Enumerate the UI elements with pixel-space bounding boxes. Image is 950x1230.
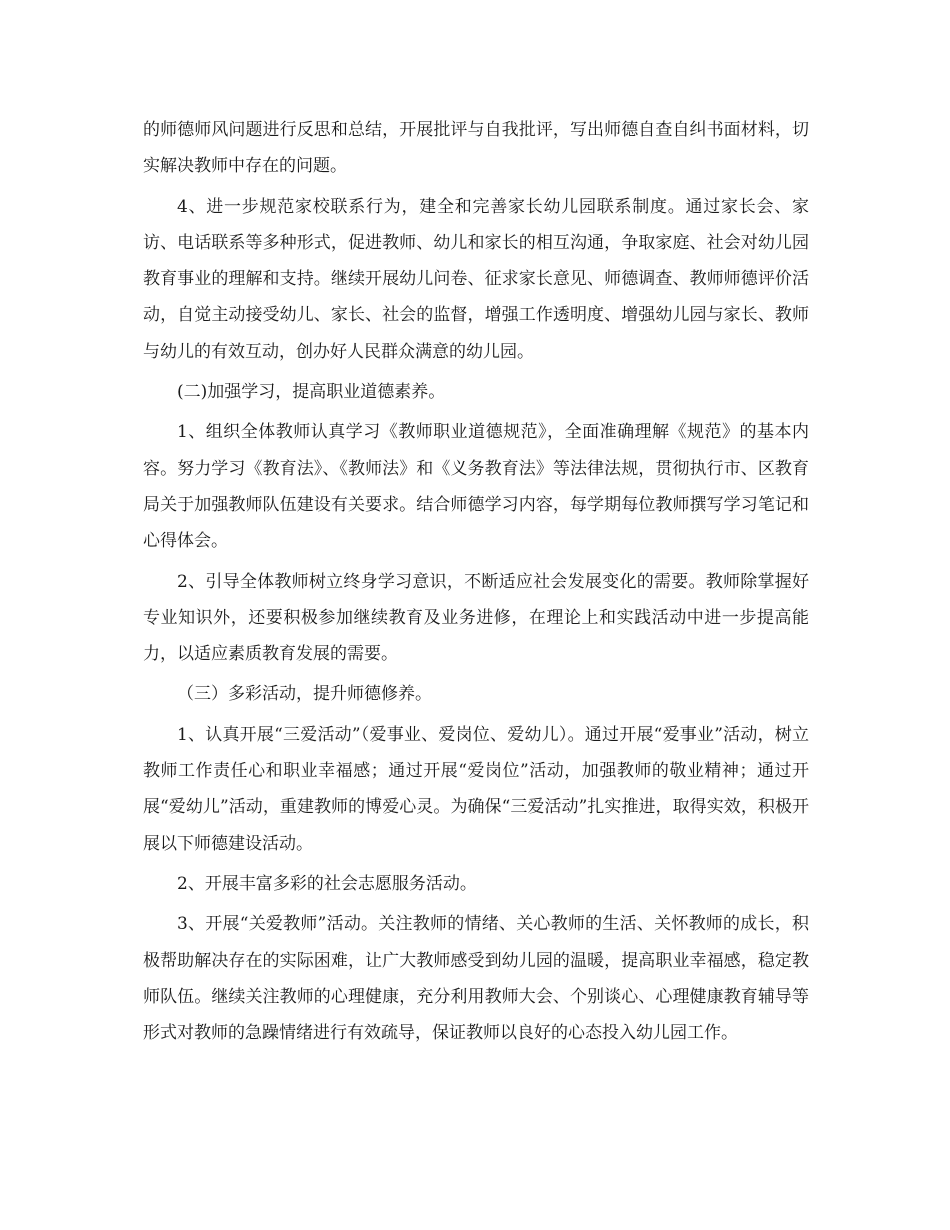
document-body bbox=[143, 112, 809, 1055]
paragraph-continuation: 的师德师风问题进行反思和总结，开展批评与自我批评，写出师德自查自纠书面材料，切实解决教师中存在的问题。 bbox=[143, 120, 809, 177]
section-heading-3: （三）多彩活动，提升师德修养。 bbox=[177, 684, 432, 705]
paragraph-item-1b: 1、认真开展“三爱活动”（爱事业、爱岗位、爱幼儿）。通过开展“爱事业”活动，树立教师工作责任心和职业幸福感；通过开展“爱岗位”活动，加强教师的敬业精神；通过开展“爱幼儿”活动，重建教师的博爱心灵。为确保“三爱活动”扎实推进，取得实效，积极开展以下师德建设活动。 bbox=[143, 724, 809, 854]
paragraph-item-3: 3、开展“关爱教师”活动。关注教师的情绪、关心教师的生活、关怀教师的成长，积极帮助解决存在的实际困难，让广大教师感受到幼儿园的温暖，提高职业幸福感，稳定教师队伍。继续关注教师的心理健康，充分利用教师大会、个别谈心、心理健康教育辅导等形式对教师的急躁情绪进行有效疏导，保证教师以良好的心态投入幼儿园工作。 bbox=[143, 914, 809, 1044]
paragraph-item-2b: 2、开展丰富多彩的社会志愿服务活动。 bbox=[177, 873, 477, 894]
section-heading-2: (二)加强学习，提高职业道德素养。 bbox=[177, 382, 446, 403]
paragraph-item-2: 2、引导全体教师树立终身学习意识，不断适应社会发展变化的需要。教师除掌握好专业知识外，还要积极参加继续教育及业务进修，在理论上和实践活动中进一步提高能力，以适应素质教育发展的需要。 bbox=[143, 571, 809, 665]
paragraph-item-4: 4、进一步规范家校联系行为，建全和完善家长幼儿园联系制度。通过家长会、家访、电话联系等多种形式，促进教师、幼儿和家长的相互沟通，争取家庭、社会对幼儿园教育事业的理解和支持。继续开展幼儿问卷、征求家长意见、师德调查、教师师德评价活动，自觉主动接受幼儿、家长、社会的监督，增强工作透明度、增强幼儿园与家长、教师与幼儿的有效互动，创办好人民群众满意的幼儿园。 bbox=[143, 196, 809, 362]
paragraph-item-1: 1、组织全体教师认真学习《教师职业道德规范》，全面准确理解《规范》的基本内容。努力学习《教育法》、《教师法》和《义务教育法》等法律法规，贯彻执行市、区教育局关于加强教师队伍建设有关要求。结合师德学习内容，每学期每位教师撰写学习笔记和心得体会。 bbox=[143, 422, 809, 552]
